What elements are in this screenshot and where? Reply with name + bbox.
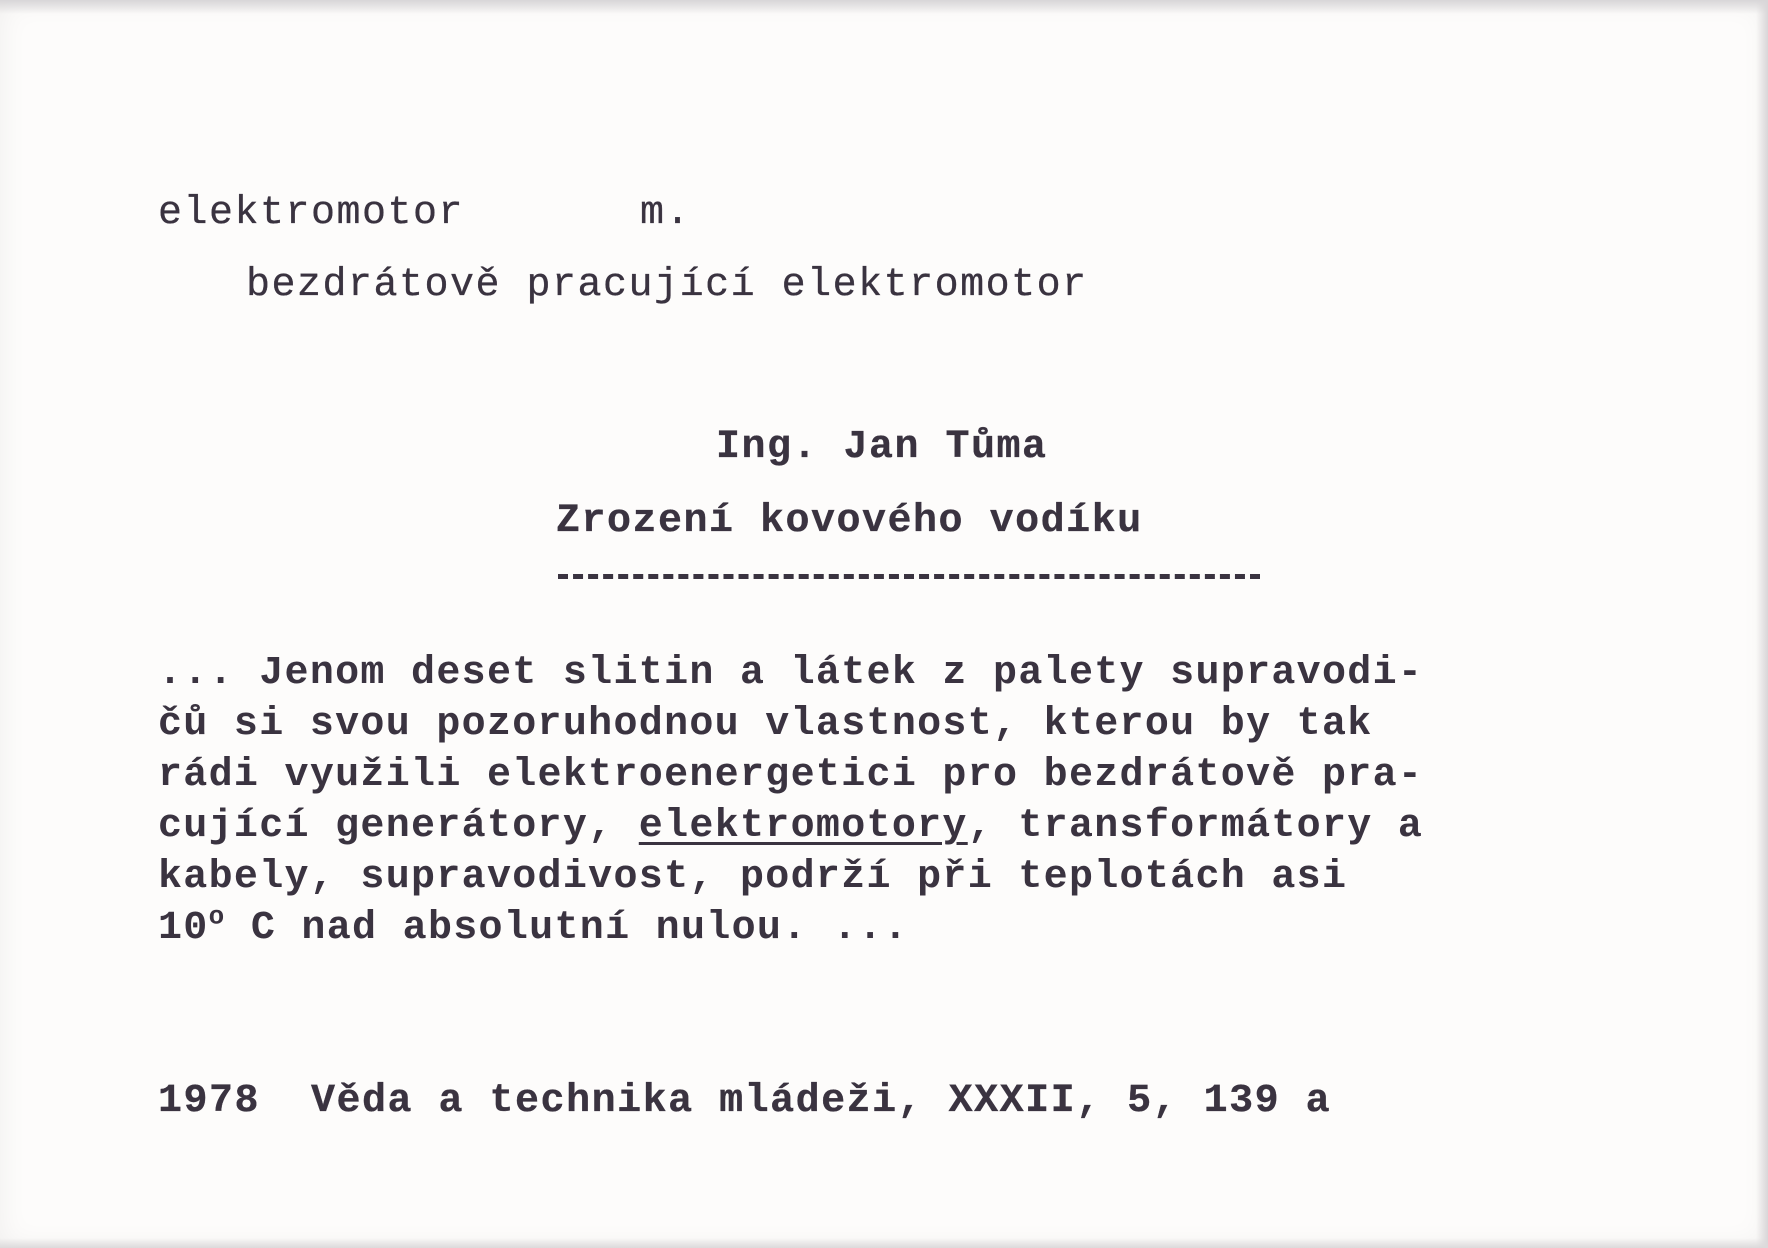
source-citation: 1978 Věda a technika mládeži, XXXII, 5, 139 a — [158, 1079, 1332, 1124]
excerpt-line — [158, 903, 1698, 954]
excerpt-text: C nad absolutní nulou. ... — [225, 906, 909, 951]
excerpt-quote — [158, 648, 1698, 954]
excerpt-line: ... Jenom deset slitin a látek z palety supravodi- — [158, 651, 1424, 696]
excerpt-text: cující generátory, — [158, 804, 639, 849]
excerpt-line: kabely, supravodivost, podrží při teplotách asi — [158, 855, 1348, 900]
title-dashed-rule — [558, 574, 1260, 579]
card-right-edge — [1756, 0, 1768, 1248]
excerpt-line — [158, 801, 1698, 852]
usage-phrase: bezdrátově pracující elektromotor — [246, 263, 1088, 308]
card-bottom-edge — [0, 1238, 1768, 1248]
excerpt-text: , transformátory a — [967, 804, 1424, 849]
article-author: Ing. Jan Tůma — [716, 425, 1048, 470]
article-title: Zrození kovového vodíku — [556, 499, 1143, 544]
excerpt-line: čů si svou pozoruhodnou vlastnost, kterou by tak — [158, 702, 1373, 747]
underlined-headword: elektromotory — [638, 804, 968, 849]
card-top-edge — [0, 0, 1768, 14]
excerpt-line: rádi využili elektroenergetici pro bezdrátově pra- — [158, 753, 1424, 798]
degree-mark: o — [208, 901, 226, 932]
headword: elektromotor — [158, 191, 465, 236]
grammatical-gender: m. — [640, 191, 692, 236]
excerpt-text: 10 — [158, 906, 209, 951]
